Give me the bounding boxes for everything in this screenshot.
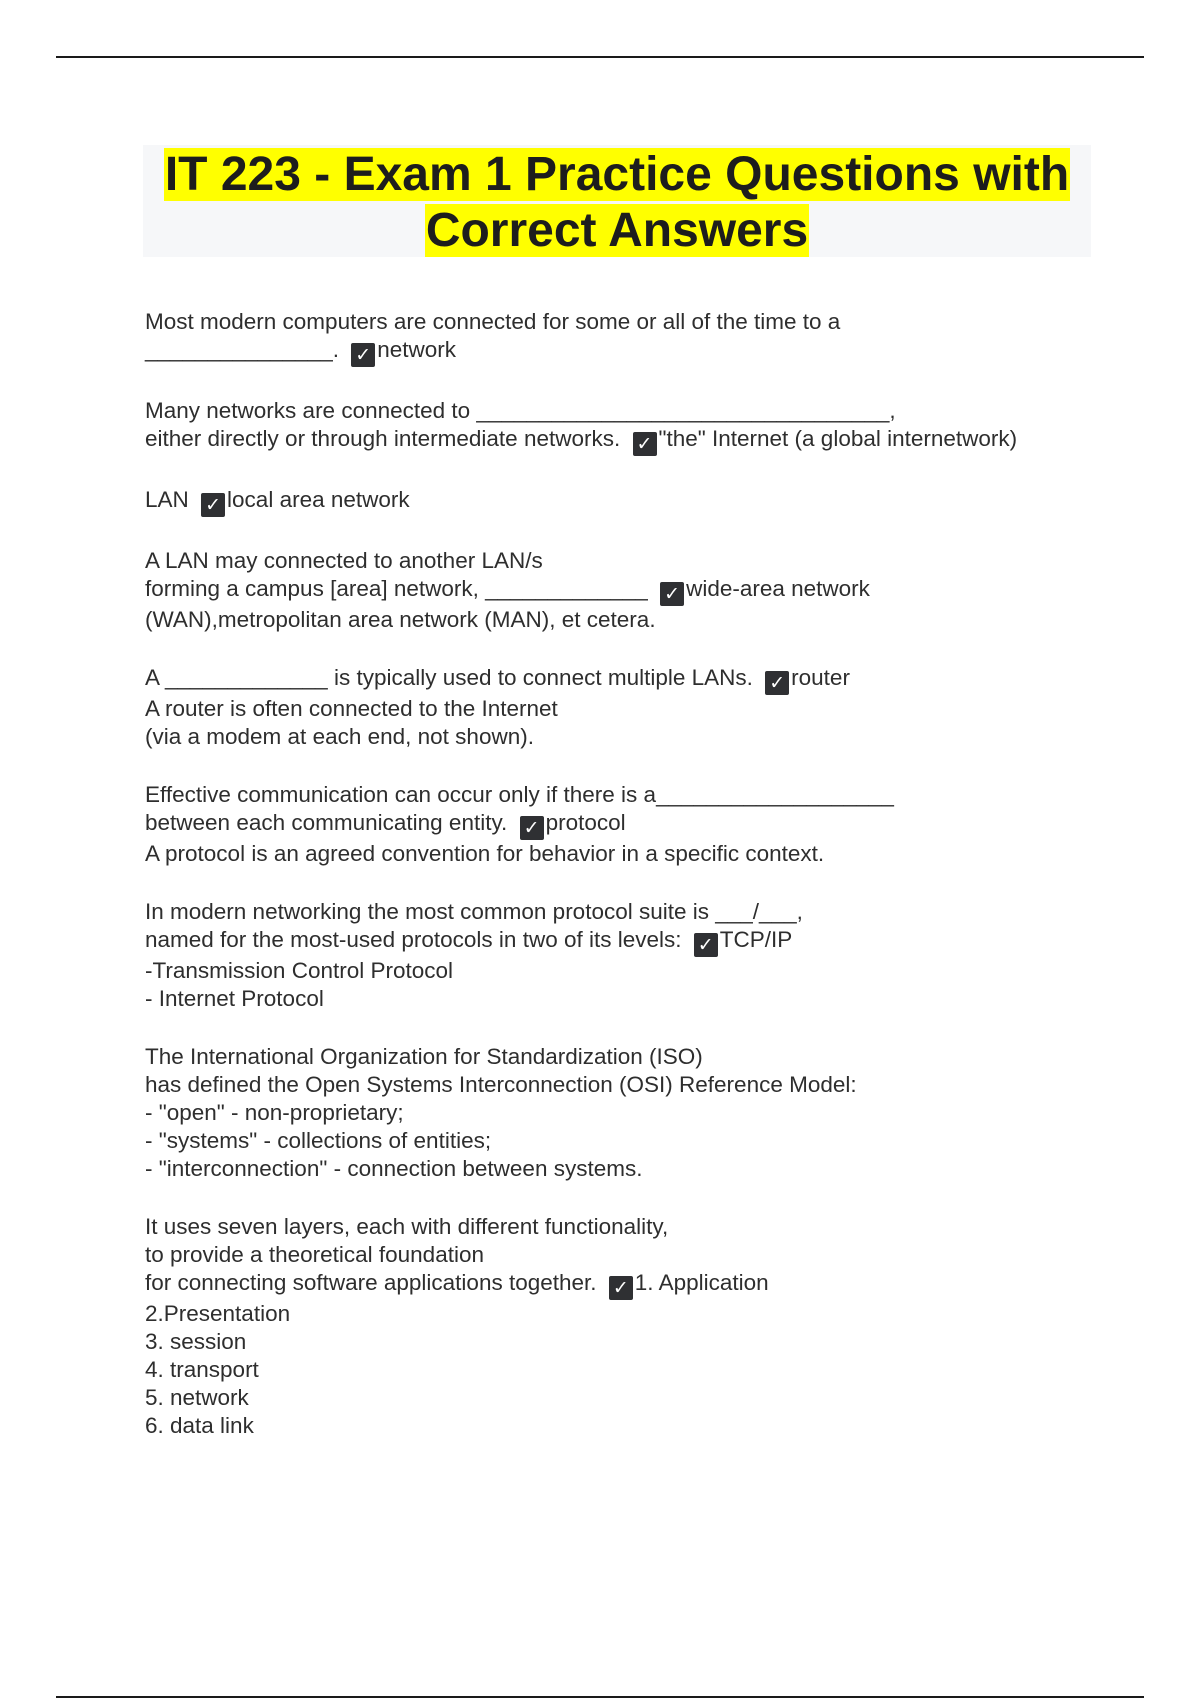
answer-line: 4. transport (145, 1357, 259, 1382)
question-text: forming a campus [area] network, _____________ (145, 576, 648, 601)
qa-item (145, 1213, 1095, 1440)
answer-line: 6. data link (145, 1413, 254, 1438)
question-line (145, 486, 1095, 517)
answer-text: router (791, 665, 850, 690)
question-line (145, 781, 1095, 809)
qa-item (145, 486, 1095, 517)
question-text: A LAN may connected to another LAN/s (145, 548, 543, 573)
question-text: - "open" - non-proprietary; (145, 1100, 404, 1125)
question-line (145, 809, 1095, 840)
answer-line: A router is often connected to the Internet (145, 696, 558, 721)
question-text: named for the most-used protocols in two of its levels: (145, 927, 682, 952)
checkmark-icon: ✓ (201, 493, 225, 517)
question-text: to provide a theoretical foundation (145, 1242, 484, 1267)
title-box (143, 145, 1091, 257)
answer-text: "the" Internet (a global internetwork) (658, 426, 1018, 451)
qa-item (145, 397, 1095, 456)
question-line (145, 1155, 1095, 1183)
answer-line: (WAN),metropolitan area network (MAN), et cetera. (145, 607, 656, 632)
answer-line: - Internet Protocol (145, 986, 324, 1011)
checkmark-icon: ✓ (351, 343, 375, 367)
checkmark-icon: ✓ (633, 432, 657, 456)
question-line (145, 1241, 1095, 1269)
question-text: LAN (145, 487, 189, 512)
question-line (145, 397, 1095, 425)
qa-item (145, 781, 1095, 868)
question-text: for connecting software applications together. (145, 1270, 597, 1295)
question-text: The International Organization for Standardization (ISO) (145, 1044, 703, 1069)
qa-item (145, 308, 1095, 367)
question-line (145, 1213, 1095, 1241)
question-line (145, 664, 1095, 695)
qa-item (145, 898, 1095, 1013)
answer-text: wide-area network (686, 576, 870, 601)
question-text: It uses seven layers, each with different functionality, (145, 1214, 669, 1239)
bottom-rule (56, 1696, 1144, 1698)
question-line (145, 547, 1095, 575)
answer-text: local area network (227, 487, 410, 512)
question-line (145, 308, 1095, 336)
question-text: _______________. (145, 337, 339, 362)
question-text: In modern networking the most common protocol suite is ___/___, (145, 899, 803, 924)
checkmark-icon: ✓ (660, 582, 684, 606)
checkmark-icon: ✓ (694, 933, 718, 957)
question-line (145, 1269, 1095, 1300)
qa-item (145, 547, 1095, 634)
question-line (145, 1043, 1095, 1071)
question-line (145, 575, 1095, 606)
answer-line: -Transmission Control Protocol (145, 958, 454, 983)
question-line (145, 336, 1095, 367)
question-text: Most modern computers are connected for some or all of the time to a (145, 309, 841, 334)
answer-line: 5. network (145, 1385, 249, 1410)
question-line (145, 1127, 1095, 1155)
question-line (145, 926, 1095, 957)
question-text: between each communicating entity. (145, 810, 508, 835)
checkmark-icon: ✓ (765, 671, 789, 695)
question-line (145, 898, 1095, 926)
title-line-1: IT 223 - Exam 1 Practice Questions with (164, 148, 1070, 201)
page-title (143, 145, 1091, 259)
question-line (145, 425, 1095, 456)
question-line (145, 1099, 1095, 1127)
question-text: - "interconnection" - connection between systems. (145, 1156, 643, 1181)
answer-text: network (377, 337, 457, 362)
qa-item (145, 1043, 1095, 1183)
question-text: either directly or through intermediate networks. (145, 426, 621, 451)
question-text: Many networks are connected to _________________________________, (145, 398, 896, 423)
question-line (145, 1071, 1095, 1099)
top-rule (56, 56, 1144, 58)
answer-line: 2.Presentation (145, 1301, 291, 1326)
answer-line: A protocol is an agreed convention for behavior in a specific context. (145, 841, 825, 866)
question-text: Effective communication can occur only if there is a___________________ (145, 782, 894, 807)
checkmark-icon: ✓ (520, 816, 544, 840)
answer-line: 3. session (145, 1329, 247, 1354)
question-text: - "systems" - collections of entities; (145, 1128, 492, 1153)
qa-item (145, 664, 1095, 751)
answer-text: 1. Application (634, 1270, 769, 1295)
answer-text: TCP/IP (719, 927, 793, 952)
qa-list (145, 308, 1095, 1470)
question-text: A _____________ is typically used to connect multiple LANs. (145, 665, 753, 690)
checkmark-icon: ✓ (609, 1276, 633, 1300)
answer-text: protocol (545, 810, 626, 835)
title-line-2: Correct Answers (425, 204, 809, 257)
answer-line: (via a modem at each end, not shown). (145, 724, 534, 749)
question-text: has defined the Open Systems Interconnection (OSI) Reference Model: (145, 1072, 857, 1097)
